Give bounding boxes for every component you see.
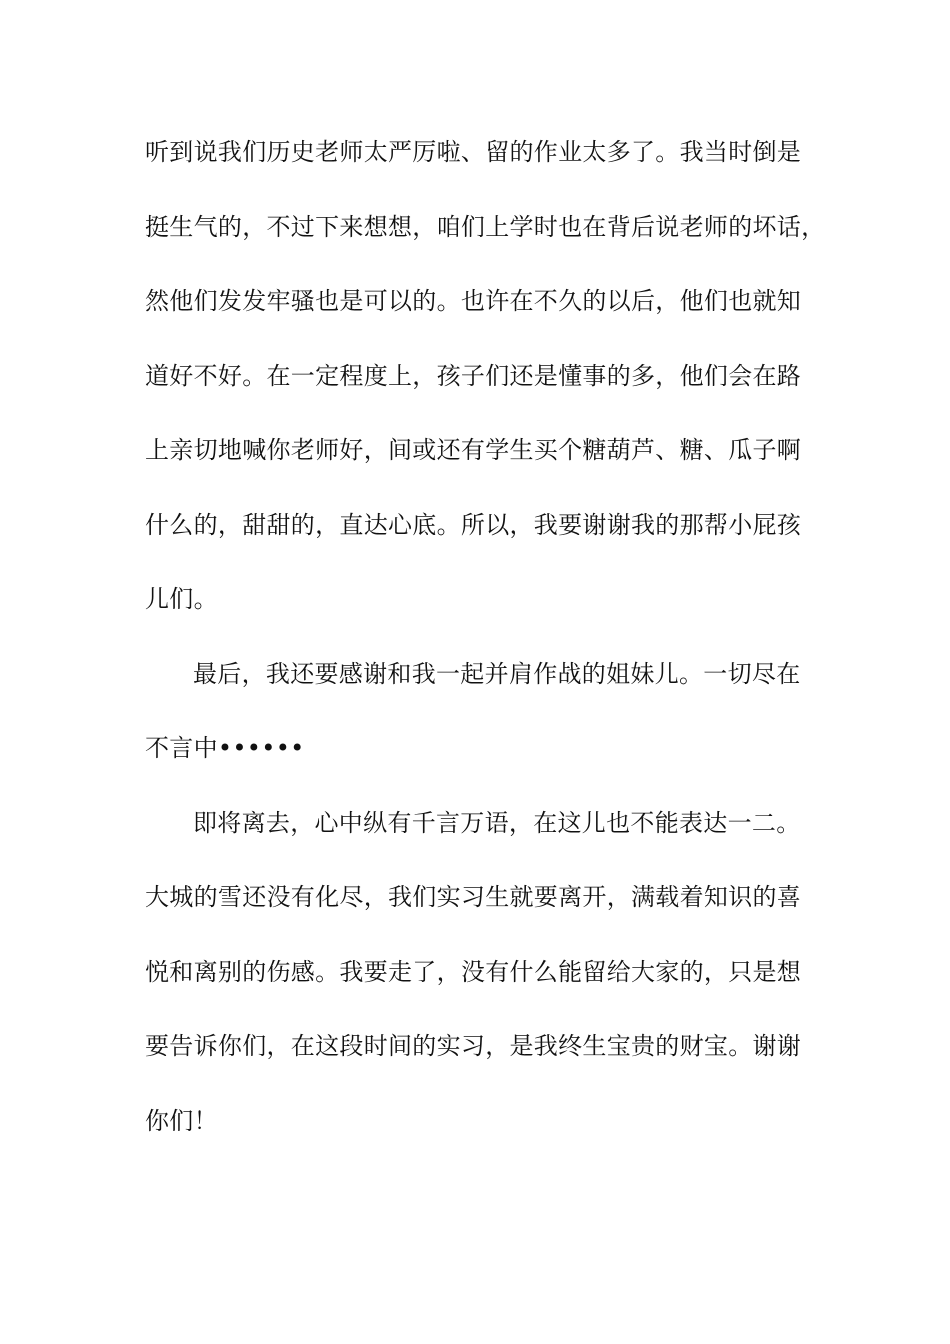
- text-line: 悦和离别的伤感。我要走了，没有什么能留给大家的，只是想: [145, 957, 802, 986]
- text-line: 挺生气的，不过下来想想，咱们上学时也在背后说老师的坏话，: [145, 212, 826, 241]
- text-line: 你们！: [145, 1106, 218, 1135]
- text-line: 上亲切地喊你老师好，间或还有学生买个糖葫芦、糖、瓜子啊: [145, 436, 802, 464]
- text-line-indented: 最后，我还要感谢和我一起并肩作战的姐妹儿。一切尽在: [193, 659, 801, 688]
- text-line: 大城的雪还没有化尽，我们实习生就要离开，满载着知识的喜: [145, 883, 802, 911]
- text-line: 什么的，甜甜的，直达心底。所以，我要谢谢我的那帮小屁孩: [145, 510, 802, 539]
- text-line: 要告诉你们，在这段时间的实习，是我终生宝贵的财宝。谢谢: [145, 1032, 802, 1060]
- text-line: 听到说我们历史老师太严厉啦、留的作业太多了。我当时倒是: [145, 138, 802, 166]
- body-text: [145, 130, 845, 1173]
- text-line: 道好不好。在一定程度上，孩子们还是懂事的多，他们会在路: [145, 361, 802, 390]
- text-line: 不言中••••••: [145, 734, 305, 762]
- text-line-indented: 即将离去，心中纵有千言万语，在这儿也不能表达一二。: [193, 808, 801, 837]
- text-line: 然他们发发牢骚也是可以的。也许在不久的以后，他们也就知: [145, 287, 802, 315]
- text-line: 儿们。: [145, 585, 218, 613]
